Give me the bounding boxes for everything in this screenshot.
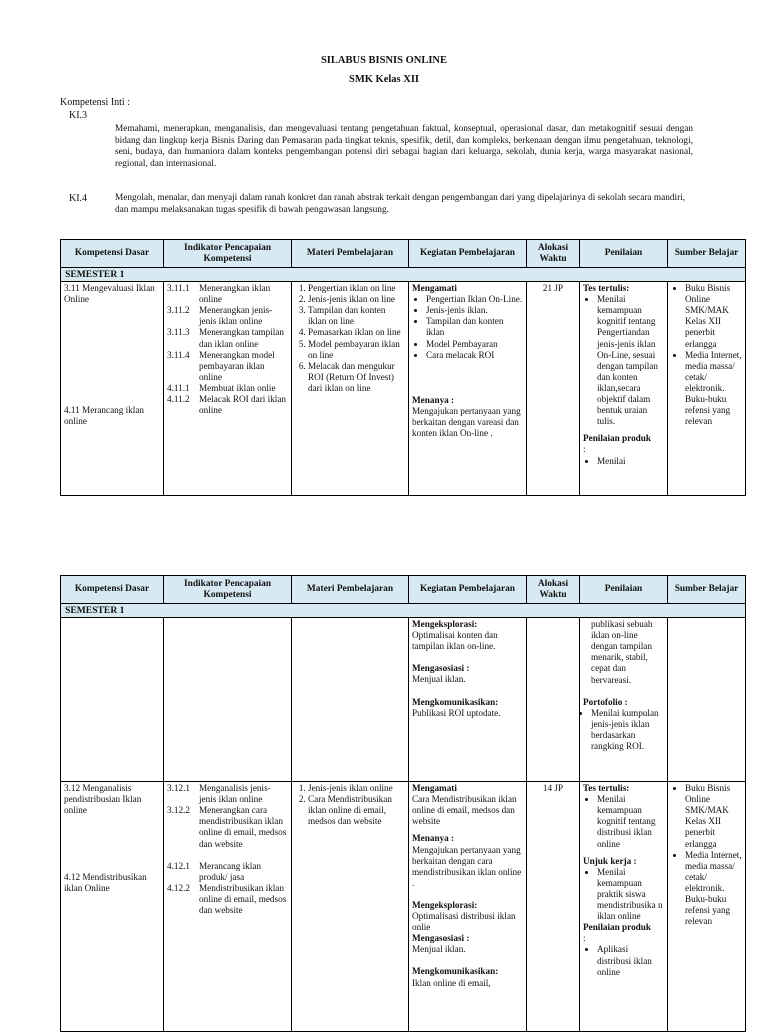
- penilaian-text: :: [583, 933, 586, 944]
- penilaian-cell: [580, 782, 668, 1032]
- table-row: [61, 782, 746, 1032]
- penilaian-text: publikasi sebuah iklan on-line dengan tampilan menarik, stabil, cepat dan bervareasi.: [591, 619, 653, 685]
- penilaian-heading: Penilaian produk: [583, 433, 651, 444]
- penilaian-cell: [580, 618, 668, 782]
- syllabus-table-2: [60, 575, 746, 1032]
- kd-item: 4.12 Mendistribusikan iklan Online: [64, 872, 147, 894]
- document-title: SILABUS BISNIS ONLINE: [320, 55, 448, 66]
- semester-row: [61, 268, 746, 282]
- materi-item: 1. Jenis-jenis iklan online: [308, 783, 405, 794]
- kegiatan-heading: Mengasosiasi :: [412, 933, 470, 944]
- semester-row: [61, 604, 746, 618]
- kegiatan-cell: [409, 782, 527, 1032]
- penilaian-item: • Menilai: [597, 456, 664, 467]
- indicator-item: 4.11.1 Membuat iklan onlie: [167, 382, 276, 393]
- kegiatan-heading: Mengasosiasi :: [412, 663, 470, 674]
- kd-item: 3.12 Menganalisis pendistribusian Iklan online: [64, 783, 142, 816]
- kegiatan-item: • Tampilan dan konten iklan: [426, 316, 523, 338]
- kegiatan-text: Mengajukan pertanyaan yang berkaitan dengan vareasi dan konten iklan On-line .: [412, 405, 521, 439]
- materi-item: 6. Melacak dan mengukur ROI (Return Of Invest) dari iklan on line: [308, 361, 405, 394]
- kd-cell: [61, 282, 164, 496]
- materi-item: 3. Tampilan dan konten iklan on line: [308, 305, 405, 327]
- sumber-item: • Buku Bisnis Online SMK/MAK Kelas XII penerbit erlangga: [685, 783, 742, 850]
- indicator-item: 3.11.3 Menerangkan tampilan dan iklan online: [167, 327, 284, 349]
- kegiatan-cell: [409, 282, 527, 496]
- indicator-item: 3.11.2 Menerangkan jenis-jenis iklan online: [167, 305, 273, 327]
- table-header-row: [61, 576, 746, 604]
- indicator-item: 4.12.1 Merancang iklan produk/ jasa: [167, 860, 261, 882]
- indicator-item: 3.12.1 Menganalisis jenis-jenis iklan online: [167, 783, 271, 805]
- header-alokasi: Alokasi Waktu: [527, 240, 580, 268]
- materi-item: 2. Jenis-jenis iklan on line: [308, 294, 405, 305]
- indicator-item: 4.12.2 Mendistribusikan iklan online di email, medsos dan website: [167, 882, 287, 916]
- kegiatan-heading: Mengkomunikasikan:: [412, 696, 499, 707]
- kegiatan-cell: [409, 618, 527, 782]
- table-header-row: [61, 240, 746, 268]
- kegiatan-text: Publikasi ROI uptodate.: [412, 707, 501, 718]
- kd-item: 4.11 Merancang iklan online: [64, 405, 145, 427]
- document-subtitle: SMK Kelas XII: [348, 74, 419, 85]
- header-sumber: Sumber Belajar: [668, 240, 746, 268]
- header-kd: Kompetensi Dasar: [61, 576, 164, 604]
- kegiatan-text: Optimalisasi distribusi iklan onlie: [412, 911, 516, 933]
- sumber-cell: [668, 782, 746, 1032]
- kegiatan-text: Menjual iklan.: [412, 944, 466, 955]
- penilaian-heading: Portofolio :: [583, 696, 628, 707]
- sumber-cell: [668, 618, 746, 782]
- alokasi-cell: 21 JP: [527, 282, 580, 496]
- indicator-item: 3.12.2 Menerangkan cara mendistribusikan iklan online di email, medsos dan website: [167, 805, 287, 849]
- kegiatan-item: • Model Pembayaran: [426, 339, 523, 350]
- ki4-text: Mengolah, menalar, dan menyaji dalam ranah konkret dan ranah abstrak terkait dengan pengembangan dari yang dipelajarinya di sekolah secara mandiri, dan mampu melaksanakan tugas spesifik di bawah pengawasan langsung.: [115, 193, 686, 215]
- header-ipk: Indikator Pencapaian Kompetensi: [164, 576, 292, 604]
- header-ipk: Indikator Pencapaian Kompetensi: [164, 240, 292, 268]
- kd-item: 3.11 Mengevaluasi Iklan Online: [64, 283, 155, 305]
- header-penilaian: Penilaian: [580, 576, 668, 604]
- header-kegiatan: Kegiatan Pembelajaran: [409, 240, 527, 268]
- sumber-item: • Media Internet, media massa/ cetak/ elektronik. Buku-buku refensi yang relevan: [685, 850, 742, 928]
- syllabus-table-1: [60, 239, 746, 496]
- penilaian-item: • Menilai kemampuan kognitif tentang distribusi iklan online: [597, 794, 664, 849]
- materi-item: 1. Pengertian iklan on line: [308, 283, 405, 294]
- kegiatan-item: • Pengertian Iklan On-Line.: [426, 294, 523, 305]
- materi-cell: [292, 782, 409, 1032]
- materi-item: 4. Pemasarkan iklan on line: [308, 327, 405, 338]
- materi-cell: [292, 282, 409, 496]
- ki4-label: KI.4: [69, 193, 88, 204]
- penilaian-item: • Menilai kumpulan jenis-jenis iklan berdasarkan rangking ROI.: [591, 708, 664, 752]
- kegiatan-heading: Menanya :: [412, 833, 455, 844]
- kegiatan-item: • Cara melacak ROI: [426, 350, 523, 361]
- materi-cell: [292, 618, 409, 782]
- penilaian-heading: Unjuk kerja :: [583, 855, 637, 866]
- alokasi-cell: [527, 618, 580, 782]
- header-alokasi: Alokasi Waktu: [527, 576, 580, 604]
- penilaian-cell: [580, 282, 668, 496]
- kegiatan-heading: Mengeksplorasi:: [412, 899, 478, 910]
- indicator-item: 4.11.2 Melacak ROI dari iklan online: [167, 394, 286, 416]
- sumber-item: • Buku Bisnis Online SMK/MAK Kelas XII penerbit erlangga: [685, 283, 742, 350]
- penilaian-text: :: [583, 444, 586, 455]
- kegiatan-text: Menjual iklan.: [412, 674, 466, 685]
- kegiatan-heading: Menanya :: [412, 394, 455, 405]
- semester-label: SEMESTER 1: [61, 268, 746, 282]
- kegiatan-text: Optimalisai konten dan tampilan iklan on-line.: [412, 630, 498, 652]
- kd-cell: [61, 618, 164, 782]
- ipk-cell: [164, 782, 292, 1032]
- table-row: [61, 618, 746, 782]
- sumber-item: • Media Internet, media massa/ cetak/ elektronik. Buku-buku refensi yang relevan: [685, 350, 742, 428]
- penilaian-heading: Penilaian produk: [583, 922, 651, 933]
- materi-item: 2. Cara Mendistribusikan iklan online di email, medsos dan website: [308, 794, 405, 827]
- kd-cell: [61, 782, 164, 1032]
- ki3-text: Memahami, menerapkan, menganalisis, dan mengevaluasi tentang pengetahuan faktual, konseptual, operasional dasar, dan metakognitif sesuai dengan bidang dan lingkup kerja Bisnis Daring dan Pemasaran pada tingkat teknis, spesifik, detil, dan kompleks, berkenaan dengan ilmu pengetahuan, teknologi, seni, budaya, dan humaniora dalam konteks pengembangan potensi diri sebagai bagian dari keluarga, sekolah, dunia kerja, warga masyarakat nasional, regional, dan internasional.: [115, 124, 693, 169]
- table-row: [61, 282, 746, 496]
- kegiatan-heading: Mengamati: [412, 783, 457, 794]
- kegiatan-text: Mengajukan pertanyaan yang berkaitan dengan cara mendistribusikan iklan online .: [412, 844, 522, 888]
- indicator-item: 3.11.4 Menerangkan model pembayaran iklan online: [167, 349, 275, 382]
- ipk-cell: [164, 282, 292, 496]
- materi-item: 5. Model pembayaran iklan on line: [308, 339, 405, 361]
- header-kd: Kompetensi Dasar: [61, 240, 164, 268]
- ki3-label: KI.3: [69, 110, 88, 121]
- kegiatan-text: Cara Mendistribusikan iklan online di email, medsos dan website: [412, 794, 517, 827]
- header-materi: Materi Pembelajaran: [292, 240, 409, 268]
- sumber-cell: [668, 282, 746, 496]
- kegiatan-item: • Jenis-jenis iklan.: [426, 305, 523, 316]
- penilaian-item: • Menilai kemampuan kognitif tentang Pengertiandan jenis-jenis iklan On-Line, sesuai dengan tampilan dan konten iklan,secara objektif dalam bentuk uraian tulis.: [597, 294, 664, 427]
- ki-heading: Kompetensi Inti :: [60, 97, 130, 108]
- alokasi-cell: 14 JP: [527, 782, 580, 1032]
- kegiatan-heading: Mengeksplorasi:: [412, 619, 478, 630]
- penilaian-item: • Aplikasi distribusi iklan online: [597, 944, 664, 977]
- penilaian-heading: Tes tertulis:: [583, 283, 630, 294]
- header-kegiatan: Kegiatan Pembelajaran: [409, 576, 527, 604]
- ipk-cell: [164, 618, 292, 782]
- header-materi: Materi Pembelajaran: [292, 576, 409, 604]
- penilaian-heading: Tes tertulis:: [583, 783, 630, 794]
- indicator-item: 3.11.1 Menerangkan iklan online: [167, 283, 271, 305]
- header-sumber: Sumber Belajar: [668, 576, 746, 604]
- penilaian-item: • Menilai kemampuan praktik siswa mendistribusika n iklan online: [597, 867, 664, 922]
- header-penilaian: Penilaian: [580, 240, 668, 268]
- kegiatan-text: Iklan online di email,: [412, 977, 491, 988]
- kegiatan-heading: Mengkomunikasikan:: [412, 966, 499, 977]
- kegiatan-heading: Mengamati: [412, 283, 457, 294]
- semester-label: SEMESTER 1: [61, 604, 746, 618]
